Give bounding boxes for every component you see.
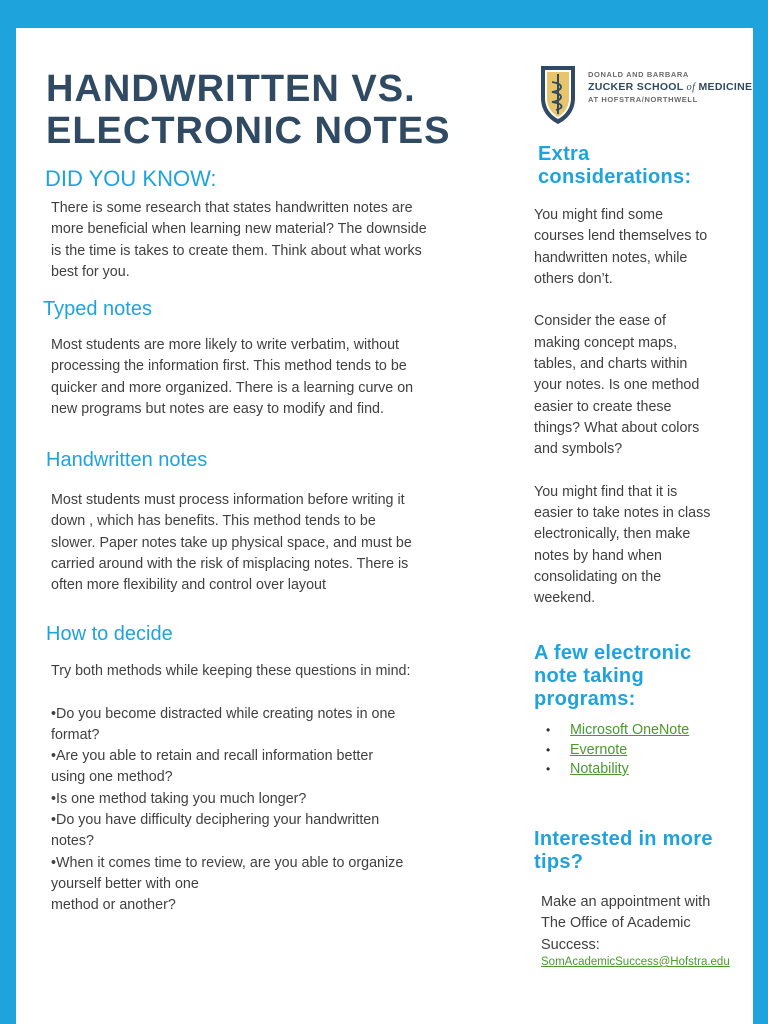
onenote-link[interactable]: Microsoft OneNote — [570, 722, 690, 738]
page-title — [46, 68, 516, 152]
school-logo — [538, 64, 753, 126]
programs-list — [534, 721, 744, 780]
how-to-decide-heading: How to decide — [46, 623, 173, 645]
typed-notes-text: Most students are more likely to write verbatim, without processing the information first. This method tends to be quicker and more organized. There is a learning curve on new programs but notes are easy to modify and find. — [51, 337, 414, 417]
did-you-know-text: There is some research that states handwritten notes are more beneficial when learning new material? The downside is the time is takes to create them. Think about what works best for you. — [51, 200, 427, 280]
flyer-page — [16, 28, 753, 1024]
handwritten-notes-text: Most students must process information before writing it down , which has benefits. This method tends to be slower. Paper notes take up physical space, and must be carried around with the risk of misplacing notes. There is often more flexibility and control over layout — [51, 492, 412, 594]
title-line-2: ELECTRONIC NOTES — [46, 110, 451, 152]
more-tips-heading: Interested in more tips? — [534, 828, 713, 873]
typed-notes-heading: Typed notes — [43, 298, 152, 320]
did-you-know-heading: DID YOU KNOW: — [45, 166, 217, 191]
program-item-evernote: • Evernote — [546, 741, 628, 758]
evernote-link[interactable]: Evernote — [570, 741, 628, 758]
extra-considerations-heading: Extra considerations: — [538, 143, 692, 188]
title-line-1: HANDWRITTEN VS. — [46, 68, 416, 110]
logo-line-1: DONALD AND BARBARA — [588, 70, 689, 79]
more-tips-text: Make an appointment with The Office of Academic Success: — [541, 894, 711, 953]
logo-line-2: ZUCKER SCHOOL of MEDICINE — [588, 81, 753, 93]
programs-heading: A few electronic note taking programs: — [534, 642, 692, 710]
logo-line-3: AT HOFSTRA/NORTHWELL — [588, 95, 698, 104]
extra-considerations-text: You might find some courses lend themselves to handwritten notes, while others don’t. Consider the ease of making concept maps, tables, and charts within your notes. Is one method easier to create these things? What about colors and symbols? You might find that it is easier to take notes in class electronically, then make notes by hand when consolidating on the weekend. — [534, 207, 711, 607]
school-seal-icon — [538, 64, 578, 126]
how-to-decide-text: Try both methods while keeping these questions in mind: •Do you become distracted while creating notes in one format? •Are you able to retain and recall information better using one method? •Is one method taking you much longer? •Do you have difficulty deciphering your handwritten notes? •When it comes time to review, are you able to organize yourself better with one method or another? — [51, 663, 411, 914]
logo-wordmark — [588, 70, 753, 105]
email-link[interactable]: SomAcademicSuccess@Hofstra.edu — [541, 956, 730, 968]
program-item-notability: • Notability — [546, 761, 629, 777]
handwritten-notes-heading: Handwritten notes — [46, 449, 208, 471]
notability-link[interactable]: Notability — [570, 761, 629, 777]
program-item-onenote: • Microsoft OneNote — [546, 722, 690, 738]
